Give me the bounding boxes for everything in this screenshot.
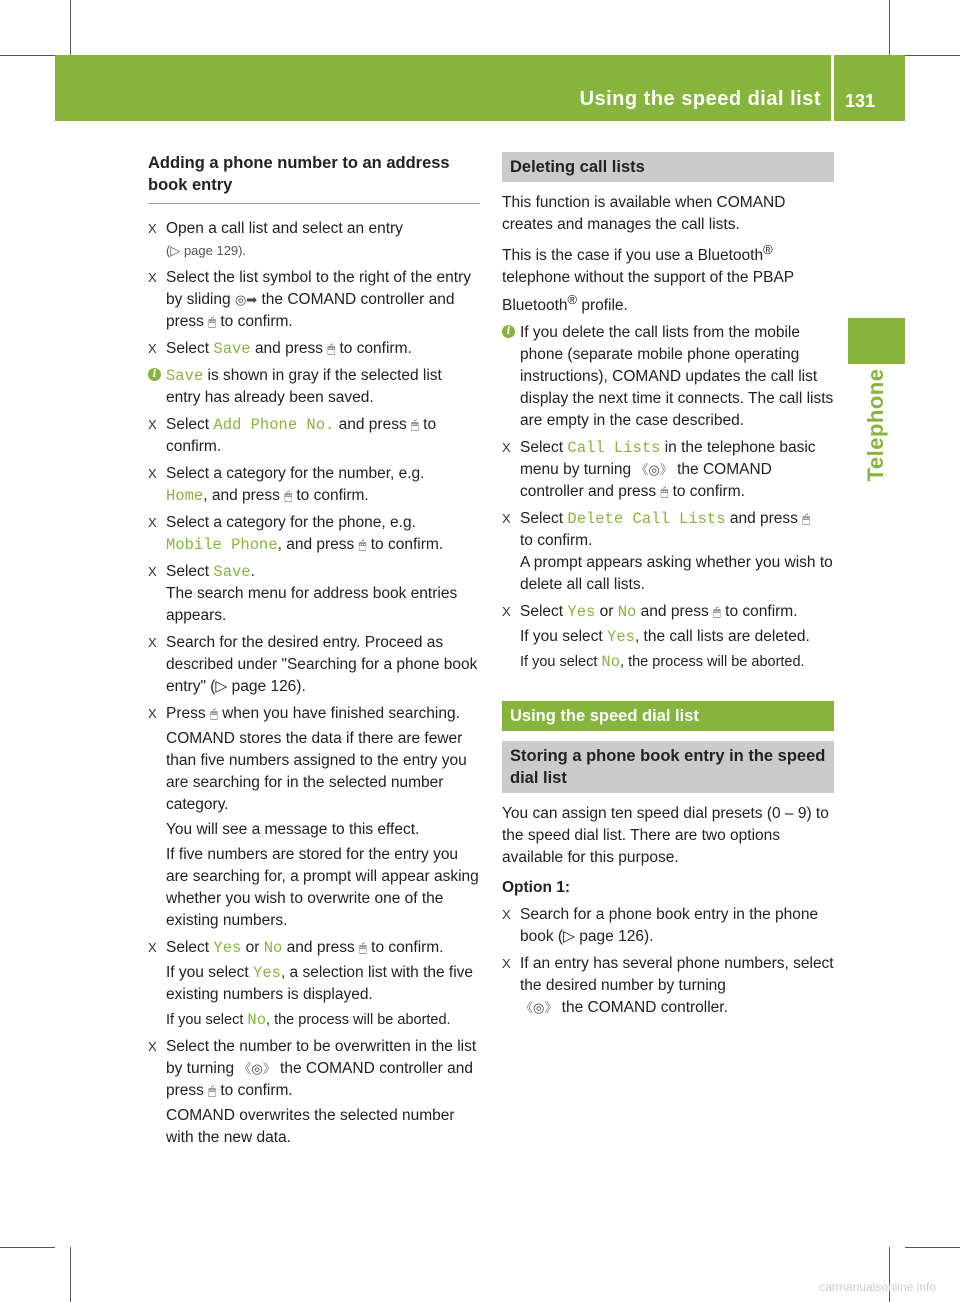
step-text: in the telephone basic menu by turning (520, 439, 816, 479)
step-detail: COMAND stores the data if there are fewer than five numbers assigned to the entry you are searching for in the selected number category. (166, 730, 467, 813)
press-controller-icon: 🖱 (209, 706, 218, 721)
step-text: to confirm. (725, 603, 798, 621)
step-text: and press (286, 939, 355, 956)
step-text: Select the list symbol to the right of the entry by sliding (166, 269, 471, 308)
step (502, 508, 834, 596)
menu-item-label: No (263, 939, 283, 957)
page-reference[interactable]: (▷ page 129). (166, 243, 247, 258)
step-text: Select (520, 439, 564, 457)
step-marker-icon: X (502, 604, 511, 620)
section-heading: Using the speed dial list (502, 701, 834, 731)
step (148, 218, 480, 262)
menu-item-label: No (601, 653, 621, 672)
step-marker-icon: X (148, 706, 157, 721)
step-marker-icon: X (148, 564, 157, 579)
menu-item-label: Save (166, 367, 204, 385)
header-title: Using the speed dial list (579, 88, 821, 110)
step-marker-icon: X (148, 221, 157, 236)
page-header (55, 55, 905, 121)
step (148, 338, 480, 360)
press-controller-icon: 🖱 (660, 484, 669, 500)
info-note (148, 365, 480, 409)
menu-item-label: Yes (607, 628, 635, 647)
step-marker-icon: X (148, 1039, 157, 1054)
menu-item-label: Delete Call Lists (567, 510, 726, 529)
step-text: Select (166, 340, 210, 357)
step-detail: You will see a message to this effect. (166, 821, 420, 838)
step-text: , and press (277, 536, 355, 553)
info-icon: i (148, 368, 161, 381)
step (502, 437, 834, 503)
press-controller-icon: 🖱 (208, 1083, 217, 1098)
info-note (502, 322, 834, 432)
header-separator (831, 55, 834, 121)
step-detail (520, 626, 834, 648)
crop-mark (0, 1247, 55, 1248)
registered-mark: ® (763, 242, 773, 257)
step-text: or (599, 603, 614, 621)
menu-item-label: No (247, 1011, 267, 1029)
right-column (502, 152, 834, 1019)
page-number: 131 (845, 91, 876, 111)
step-marker-icon: X (502, 907, 511, 923)
step-text: Select a category for the number, e.g. (166, 465, 425, 482)
turn-controller-icon: 《◎》 (520, 1000, 558, 1016)
paragraph-text: This is the case if you use a Bluetooth (502, 247, 764, 265)
slide-controller-icon: ◎➡ (234, 292, 258, 307)
paragraph: This function is available when COMAND creates and manages the call lists. (502, 194, 786, 233)
step-text: Search for a phone book entry in the phone book (▷ page 126). (520, 906, 819, 946)
crop-mark (0, 55, 55, 56)
section-heading: Adding a phone number to an address book entry (148, 152, 480, 204)
step-marker-icon: X (148, 515, 157, 530)
step (148, 414, 480, 458)
step-text: the COMAND controller and press (166, 291, 455, 330)
step (148, 267, 480, 333)
step-text: If an entry has several phone numbers, select the desired number by turning (520, 955, 834, 995)
step-text: Select (166, 563, 210, 580)
step-text: Select (520, 603, 564, 621)
section-heading: Deleting call lists (502, 152, 834, 182)
paragraph-text: profile. (581, 297, 628, 315)
press-controller-icon: 🖱 (284, 488, 293, 503)
step-text: to confirm. (370, 536, 444, 553)
step-text: the COMAND controller. (561, 999, 728, 1017)
step-marker-icon: X (148, 270, 157, 285)
step-marker-icon: X (502, 956, 511, 972)
side-tab (848, 318, 905, 364)
step (502, 904, 834, 948)
step-text: the COMAND controller and press (520, 461, 772, 501)
crop-mark (905, 1247, 960, 1248)
press-controller-icon: 🖱 (802, 511, 811, 527)
step-text: If you select (166, 1012, 244, 1028)
step (148, 1036, 480, 1149)
step (148, 632, 480, 698)
menu-item-label: Mobile Phone (166, 536, 278, 554)
step-detail (166, 962, 480, 1006)
step-text: The search menu for address book entries appears. (166, 585, 458, 624)
step (502, 953, 834, 1019)
registered-mark: ® (567, 292, 578, 308)
menu-item-label: Add Phone No. (213, 416, 335, 434)
press-controller-icon: 🖱 (327, 341, 336, 356)
step-text: to confirm. (339, 340, 412, 357)
spacer (502, 673, 834, 701)
step-text: and press (254, 340, 324, 357)
step-text: and press (640, 603, 709, 621)
step-detail: COMAND overwrites the selected number with the new data. (166, 1107, 455, 1146)
step-text: to confirm. (672, 483, 745, 501)
step-marker-icon: X (148, 635, 157, 650)
step-marker-icon: X (148, 466, 157, 481)
menu-item-label: Save (213, 563, 251, 581)
step (148, 703, 480, 932)
step-text: and press (729, 510, 798, 528)
step (148, 512, 480, 556)
step-marker-icon: X (502, 511, 511, 527)
menu-item-label: Home (166, 487, 204, 505)
step-marker-icon: X (148, 417, 157, 432)
subsection-heading: Storing a phone book entry in the speed dial list (502, 741, 834, 793)
press-controller-icon: 🖱 (713, 604, 721, 620)
turn-controller-icon: 《◎》 (238, 1061, 276, 1076)
step-text: Select (520, 510, 564, 528)
step-text: Press (166, 705, 206, 722)
step-text: , the process will be aborted. (266, 1012, 451, 1028)
info-icon: i (502, 325, 515, 338)
menu-item-label: Yes (567, 603, 596, 622)
menu-item-label: Yes (213, 939, 242, 957)
step-text: Open a call list and select an entry (166, 220, 403, 237)
step-detail (520, 651, 834, 673)
step-detail (166, 1009, 480, 1031)
paragraph-text: telephone without the support of the PBAP Bluetooth (502, 269, 794, 315)
paragraph: You can assign ten speed dial presets (0 – 9) to the speed dial list. There are two options available for this purpose. (502, 805, 829, 867)
crop-mark (70, 0, 71, 55)
step-text: to confirm. (296, 487, 369, 504)
menu-item-label: Yes (253, 964, 281, 982)
step (148, 937, 480, 1031)
paragraph (502, 239, 834, 317)
step-text: , the process will be aborted. (620, 654, 805, 671)
step-text: A prompt appears asking whether you wish to delete all call lists. (520, 554, 833, 594)
step-detail: If five numbers are stored for the entry you are searching for, a prompt will appear asking whether you wish to overwrite one of the existing numbers. (166, 846, 479, 929)
step-text: to confirm. (166, 416, 437, 455)
turn-controller-icon: 《◎》 (635, 462, 673, 478)
step-text: , the call lists are deleted. (634, 628, 810, 646)
step-text: the COMAND controller and press (166, 1060, 474, 1099)
step-text: Select a category for the phone, e.g. (166, 514, 416, 531)
step-text: and press (338, 416, 407, 433)
step-text: to confirm. (520, 532, 593, 550)
step-text: , and press (203, 487, 280, 504)
press-controller-icon: 🖱 (358, 537, 367, 552)
step-text: when you have finished searching. (222, 705, 460, 722)
step-text: , a selection list with the five existing numbers is displayed. (166, 964, 474, 1003)
crop-mark (70, 1247, 71, 1302)
menu-item-label: Save (213, 340, 251, 358)
step (502, 601, 834, 673)
press-controller-icon: 🖱 (411, 417, 419, 432)
step-marker-icon: X (148, 341, 157, 356)
step-text: . (250, 563, 255, 580)
crop-mark (905, 55, 960, 56)
step-text: Select (166, 416, 210, 433)
step (148, 463, 480, 507)
menu-item-label: Call Lists (567, 439, 661, 458)
step-text: to confirm. (371, 939, 444, 956)
step (148, 561, 480, 627)
step-text: If you select (520, 628, 603, 646)
step-text: Select the number to be overwritten in the list by turning (166, 1038, 477, 1077)
step-text: Search for the desired entry. Proceed as described under "Searching for a phone book entry" (▷ page 126). (166, 634, 478, 695)
step-text: to confirm. (220, 313, 293, 330)
step-text: or (245, 939, 260, 956)
step-marker-icon: X (502, 440, 511, 456)
side-tab-label: Telephone (863, 368, 888, 482)
crop-mark (889, 0, 890, 55)
note-text: If you delete the call lists from the mobile phone (separate mobile phone operating instructions), COMAND updates the call list display the next time it connects. The call lists are empty in the case described. (520, 324, 834, 430)
watermark: carmanualsonline.info (819, 1280, 936, 1294)
step-text: Select (166, 939, 210, 956)
step-text: If you select (520, 654, 598, 671)
option-label: Option 1: (502, 879, 571, 897)
note-text: is shown in gray if the selected list entry has already been saved. (166, 367, 442, 406)
menu-item-label: No (617, 603, 637, 622)
left-column (148, 152, 480, 1149)
press-controller-icon: 🖱 (359, 940, 367, 955)
step-text: If you select (166, 964, 249, 981)
step-text: to confirm. (220, 1082, 293, 1099)
step-marker-icon: X (148, 940, 157, 955)
press-controller-icon: 🖱 (208, 314, 217, 329)
